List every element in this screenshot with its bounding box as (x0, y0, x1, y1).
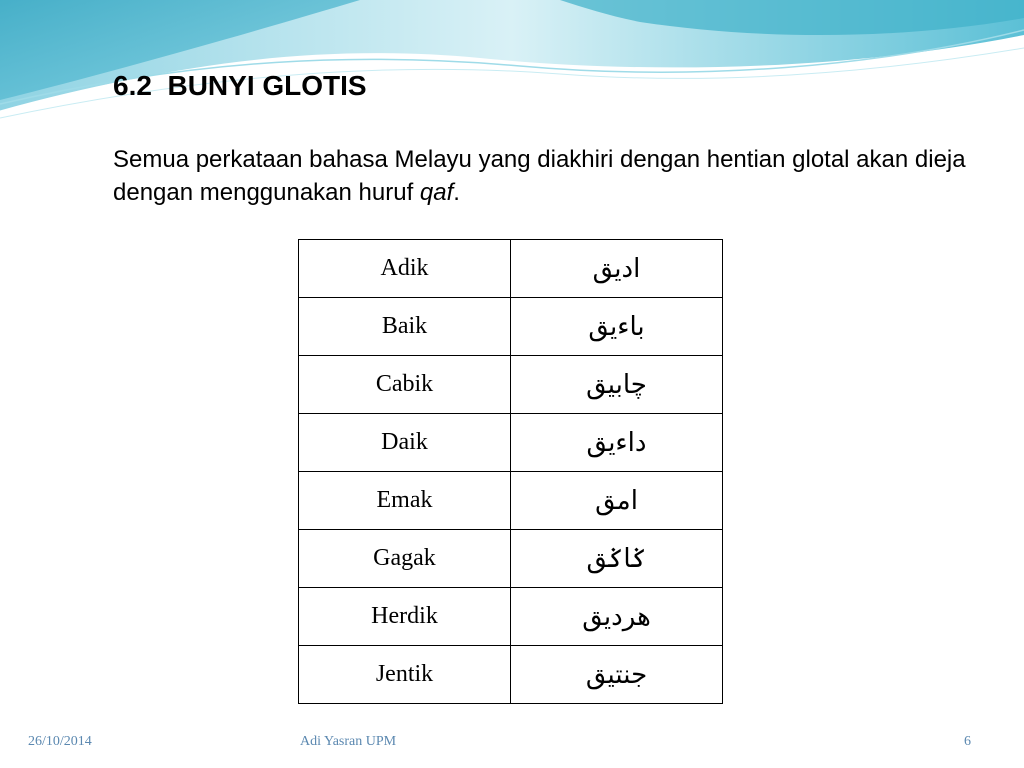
table-row (299, 414, 723, 472)
table-row (299, 588, 723, 646)
table-row (299, 298, 723, 356)
jawi-cell: جنتيق (511, 646, 723, 704)
table-row (299, 646, 723, 704)
rumi-cell: Herdik (299, 588, 511, 646)
body-paragraph (113, 143, 1003, 209)
jawi-cell: امق (511, 472, 723, 530)
table-row (299, 530, 723, 588)
rumi-cell: Emak (299, 472, 511, 530)
slide-title: 6.2 BUNYI GLOTIS (113, 70, 367, 101)
jawi-cell: اديق (511, 240, 723, 298)
jawi-cell: چابيق (511, 356, 723, 414)
jawi-cell: هرديق (511, 588, 723, 646)
jawi-cell: باءيق (511, 298, 723, 356)
table-row (299, 240, 723, 298)
rumi-cell: Daik (299, 414, 511, 472)
jawi-cell: داءيق (511, 414, 723, 472)
header-wave-decoration (0, 0, 1024, 120)
rumi-cell: Gagak (299, 530, 511, 588)
body-emphasis: qaf (419, 179, 454, 206)
body-text: Semua perkataan bahasa Melayu yang diakhiri dengan hentian glotal akan dieja dengan menggunakan huruf (113, 146, 966, 206)
rumi-cell: Baik (299, 298, 511, 356)
rumi-cell: Jentik (299, 646, 511, 704)
footer-author: Adi Yasran UPM (300, 734, 397, 749)
rumi-cell: Adik (299, 240, 511, 298)
word-table (298, 239, 723, 704)
jawi-cell: ݢاݢق (511, 530, 723, 588)
footer-date: 26/10/2014 (28, 734, 92, 749)
body-end: . (453, 179, 460, 206)
rumi-cell: Cabik (299, 356, 511, 414)
footer-page-number: 6 (964, 734, 971, 749)
table-row (299, 356, 723, 414)
table-row (299, 472, 723, 530)
